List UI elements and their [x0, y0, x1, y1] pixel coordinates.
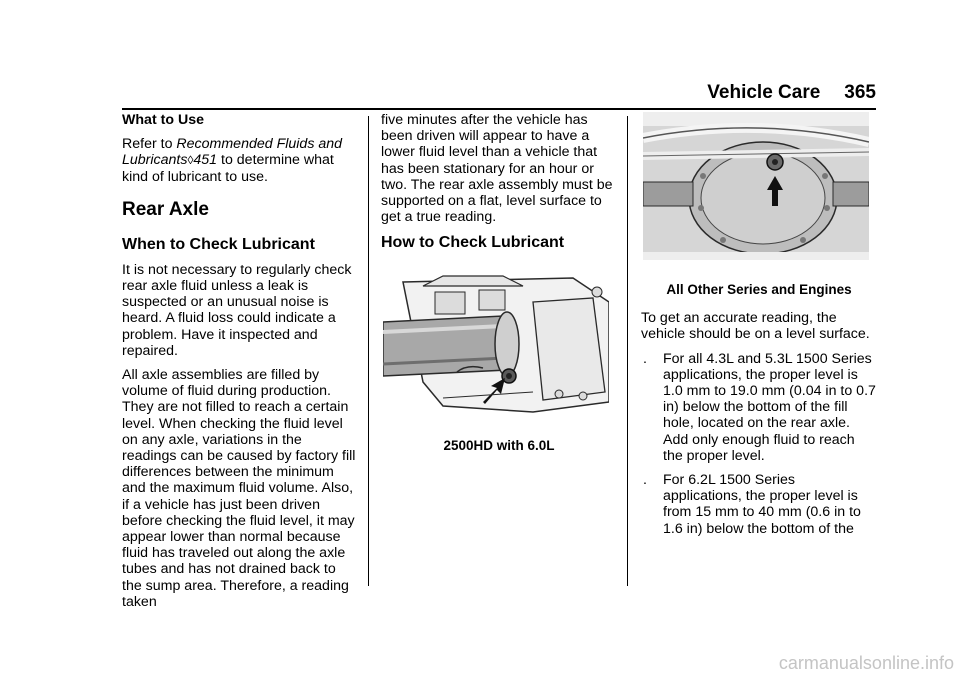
bullet-marker: .: [643, 350, 647, 367]
axle-2500hd-illustration: [383, 272, 609, 418]
when-to-check-heading: When to Check Lubricant: [122, 235, 315, 253]
figure-caption: All Other Series and Engines: [666, 282, 852, 297]
rear-axle-heading: Rear Axle: [122, 198, 209, 220]
column-middle: [381, 112, 617, 467]
list-item-text: For all 4.3L and 5.3L 1500 Series applications, the proper level is 1.0 mm to 19.0 mm (0.04 in to 0.7 in) below the bottom of the fill hole, located on the rear axle. Add only enough fluid to reach the proper level.: [663, 350, 876, 464]
axle-2500hd-figure: [383, 272, 609, 418]
refer-prefix: Refer to: [122, 136, 177, 153]
paragraph: To get an accurate reading, the vehicle should be on a level surface.: [641, 310, 870, 343]
header-rule: [122, 108, 876, 110]
recommended-fluids-link[interactable]: Recommended Fluids and Lubricants: [122, 136, 343, 169]
axle-other-series-illustration: [643, 112, 869, 260]
bullet-marker: .: [643, 472, 647, 489]
paragraph: It is not necessary to regularly check rear axle fluid unless a leak is suspected or an unusual noise is heard. A fluid loss could indicate a problem. Have it inspected and repaired.: [122, 261, 352, 359]
section-title: Vehicle Care: [707, 82, 821, 103]
paragraph: All axle assemblies are filled by volume of fluid during production. They are not filled to reach a certain level. When checking the fluid level on any axle, variations in the readings can be caused by factory fill differences between the minimum and the maximum fluid volume. Also, if a vehicle has just been driven before checking the fluid level, it may appear lower than normal because fluid has traveled out along the axle tubes and has not drained back to the sump area. Therefore, a reading taken: [122, 367, 356, 610]
refer-suffix: to determine what kind of lubricant to use.: [122, 152, 334, 185]
figure-caption: 2500HD with 6.0L: [443, 438, 555, 454]
page-ref-number[interactable]: 451: [193, 152, 218, 169]
column-left: [122, 112, 358, 618]
axle-other-series-figure: [643, 112, 869, 260]
bullet-list: [641, 351, 877, 537]
column-divider: [627, 116, 628, 586]
list-item: [641, 351, 877, 464]
watermark: carmanualsonline.info: [778, 653, 954, 673]
page-number: 365: [844, 82, 876, 103]
page-ref-icon: ◊: [187, 153, 194, 168]
column-right: [641, 112, 877, 545]
what-to-use-heading: What to Use: [122, 112, 204, 128]
refer-paragraph: [122, 136, 358, 185]
how-to-check-heading: How to Check Lubricant: [381, 234, 565, 252]
list-item: [641, 472, 877, 537]
page-header: [707, 82, 876, 104]
column-divider: [368, 116, 369, 586]
paragraph: five minutes after the vehicle has been driven will appear to have a lower fluid level than a vehicle that has been stationary for an hour or two. The rear axle assembly must be supported on a flat, level surface to get a true reading.: [381, 112, 613, 226]
list-item-text: For 6.2L 1500 Series applications, the proper level is from 15 mm to 40 mm (0.6 in to 1.6 in) below the bottom of the: [663, 472, 861, 537]
